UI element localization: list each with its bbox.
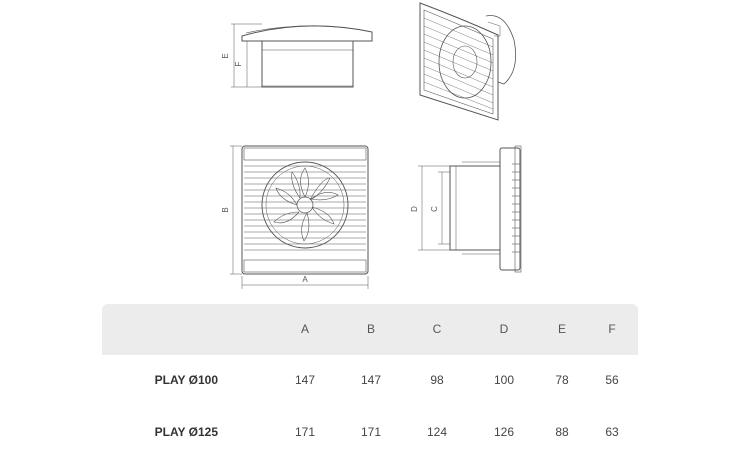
dim-label-a: A: [302, 275, 308, 284]
model-name: PLAY Ø100: [154, 373, 218, 387]
cell-c: 124: [426, 425, 448, 439]
isometric-view-drawing: [420, 3, 516, 120]
cell-e: 88: [555, 425, 569, 439]
dim-label-c: C: [430, 206, 439, 212]
column-header-e: E: [557, 322, 566, 336]
column-header-c: C: [432, 322, 442, 336]
table-row: [102, 360, 638, 400]
cell-b: 171: [360, 425, 382, 439]
table-row: [102, 412, 638, 452]
dim-label-b: B: [221, 207, 230, 213]
cell-f: 63: [605, 425, 619, 439]
iso-grille-lines: [424, 18, 493, 109]
impeller-blades: [274, 168, 338, 241]
table-header: [102, 304, 638, 355]
top-view-drawing: [231, 24, 372, 87]
cell-e: 78: [555, 373, 569, 387]
side-fins: [512, 164, 520, 252]
cell-c: 98: [430, 373, 444, 387]
cell-d: 100: [493, 373, 515, 387]
dim-label-e: E: [221, 53, 230, 59]
dim-label-d: D: [410, 206, 419, 212]
model-name: PLAY Ø125: [154, 425, 218, 439]
front-view-drawing: [230, 146, 368, 289]
column-header-d: D: [499, 322, 509, 336]
column-header-a: A: [300, 322, 309, 336]
cell-d: 126: [493, 425, 515, 439]
cell-f: 56: [605, 373, 619, 387]
cell-a: 171: [294, 425, 316, 439]
cell-a: 147: [294, 373, 316, 387]
dim-label-f: F: [234, 61, 243, 67]
dimensions-table: [102, 304, 638, 457]
cell-b: 147: [360, 373, 382, 387]
column-header-b: B: [366, 322, 375, 336]
column-header-f: F: [608, 322, 616, 336]
